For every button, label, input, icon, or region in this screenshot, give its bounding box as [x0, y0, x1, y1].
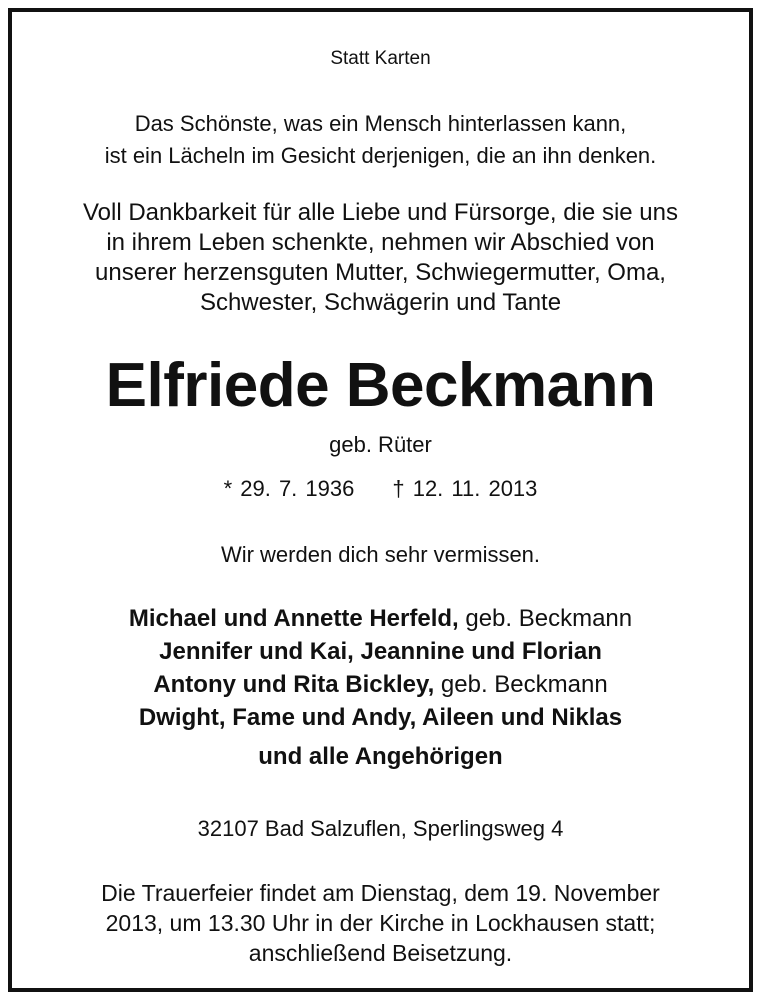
death-date: † 12. 11. 2013 — [392, 476, 538, 501]
family-line — [12, 635, 749, 668]
deceased-name: Elfriede Beckmann — [105, 351, 656, 420]
family-list — [12, 602, 749, 773]
family-line — [12, 740, 749, 773]
intro-paragraph — [12, 198, 749, 318]
address: 32107 Bad Salzuflen, Sperlingsweg 4 — [197, 816, 564, 841]
intro-line: Schwester, Schwägerin und Tante — [199, 289, 562, 316]
family-note: geb. Beckmann — [458, 605, 633, 632]
service-line: Die Trauerfeier findet am Dienstag, dem 19. November — [101, 880, 660, 906]
family-line — [12, 701, 749, 734]
family-names: Michael und Annette Herfeld, — [128, 605, 459, 632]
service-line: 2013, um 13.30 Uhr in der Kirche in Lockhausen statt; — [105, 910, 656, 936]
family-names: Antony und Rita Bickley, — [153, 671, 435, 698]
family-names: und alle Angehörigen — [258, 743, 503, 770]
birth-name: geb. Rüter — [329, 432, 432, 457]
family-line — [12, 668, 749, 701]
intro-line: Voll Dankbarkeit für alle Liebe und Fürsorge, die sie uns — [82, 199, 678, 226]
life-dates — [12, 476, 749, 502]
closing-sentence: Wir werden dich sehr vermissen. — [220, 542, 541, 567]
family-names: Jennifer und Kai, Jeannine und Florian — [159, 638, 602, 665]
funeral-service-info — [12, 878, 749, 968]
quote-line: Das Schönste, was ein Mensch hinterlassen kann, — [134, 111, 627, 136]
birth-date: * 29. 7. 1936 — [223, 476, 355, 501]
family-names: Dwight, Fame und Andy, Aileen und Niklas — [138, 704, 623, 731]
service-line: anschließend Beisetzung. — [248, 940, 513, 966]
quote-block — [12, 108, 749, 172]
intro-line: in ihrem Leben schenkte, nehmen wir Abschied von — [106, 229, 655, 256]
quote-line: ist ein Lächeln im Gesicht derjenigen, die an ihn denken. — [104, 143, 657, 168]
header-statt-karten: Statt Karten — [330, 48, 431, 69]
intro-line: unserer herzensguten Mutter, Schwiegermutter, Oma, — [95, 259, 666, 286]
family-note: geb. Beckmann — [434, 671, 608, 698]
family-line — [12, 602, 749, 635]
